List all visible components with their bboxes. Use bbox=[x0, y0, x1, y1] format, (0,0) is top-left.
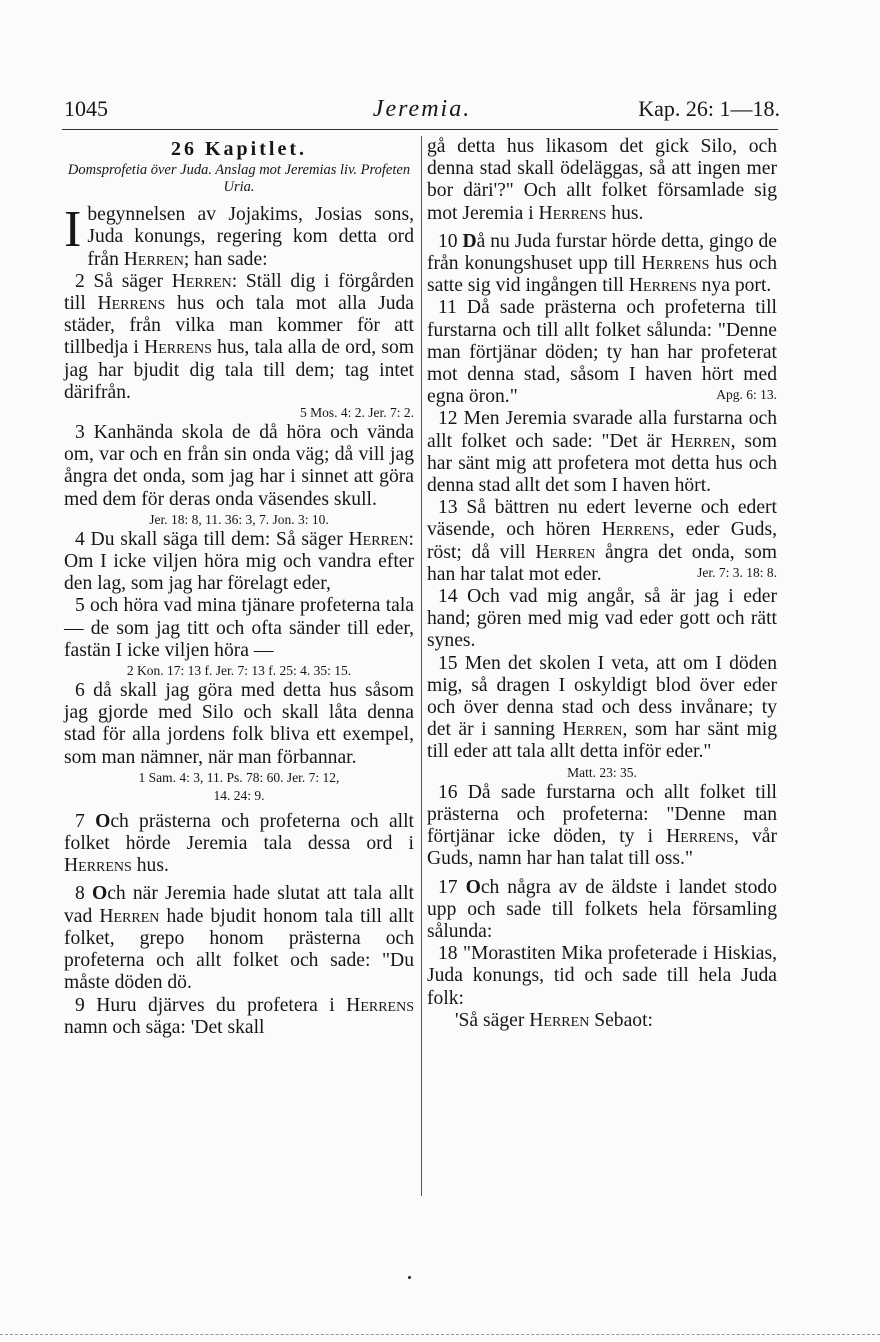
cross-reference: 14. 24: 9. bbox=[213, 787, 265, 803]
book-title: Jeremia. bbox=[372, 96, 472, 122]
column-divider bbox=[421, 136, 422, 1196]
chapter-reference: Kap. 26: 1—18. bbox=[638, 96, 780, 121]
stray-dot bbox=[408, 1276, 411, 1279]
left-column bbox=[64, 136, 414, 1039]
verse-16: 16 Då sade furstarna och allt folket till prästerna och profeterna: "Denne man förtjänar icke döden, ty i Herrens, vår Guds, namn har han talat till oss." bbox=[427, 781, 777, 870]
drop-cap: I bbox=[64, 201, 82, 259]
verse-15: 15 Men det skolen I veta, att om I döden mig, så dragen I oskyldigt blod över eder och över denna stad och dess invånare; ty det är i sanning Herren, som har sänt mig till eder att tala allt detta inför eder." bbox=[427, 652, 778, 763]
verse-5: 5 och höra vad mina tjänare profeterna tala — de som jag titt och ofta sänder till eder, fastän I icke viljen höra — bbox=[64, 595, 414, 661]
chapter-title: 26 Kapitlet. bbox=[171, 138, 307, 160]
verse-17: 17 Och några av de äldste i landet stodo upp och sade till folkets hela församling sålunda: bbox=[427, 876, 777, 942]
page-header bbox=[64, 96, 780, 130]
verse-2: 2 Så säger Herren: Ställ dig i förgården till Herrens hus och tala mot alla Juda städer, från vilka man kommer för att tillbedja i Herrens hus, tala alla de ord, som jag har bjudit dig tala till dem; tag intet därifrån. bbox=[64, 270, 415, 403]
cross-reference: Apg. 6: 13. bbox=[716, 387, 777, 403]
cross-reference: 5 Mos. 4: 2. Jer. 7: 2. bbox=[299, 405, 414, 421]
verse-4: 4 Du skall säga till dem: Så säger Herren: Om I icke viljen höra mig och vandra efter den lag, som jag har förelagt eder, bbox=[64, 528, 414, 595]
cross-reference: Jer. 7: 3. 18: 8. bbox=[697, 564, 777, 580]
scan-edge-line bbox=[0, 1334, 880, 1335]
verse-10: 10 Då nu Juda furstar hörde detta, gingo de från konungshuset upp till Herrens hus och satte sig vid ingången till Herrens nya port. bbox=[427, 230, 778, 297]
cross-reference: Matt. 23: 35. bbox=[567, 764, 637, 780]
verse-9-continued: gå detta hus likasom det gick Silo, och denna stad skall ödeläggas, så att ingen mer bor däri'?" Och allt folket församlade sig mot Jeremia i Herrens hus. bbox=[427, 136, 777, 224]
page-number: 1045 bbox=[64, 96, 108, 121]
verse-8: 8 Och när Jeremia hade slutat att tala allt vad Herren hade bjudit honom tala till allt folket, grepo honom prästerna och profeterna och allt folket och sade: "Du måste döden dö. bbox=[64, 883, 414, 994]
verse-3: 3 Kanhända skola de då höra och vända om, var och en från sin onda väg; då vill jag ångra det onda, som jag har i sinnet att göra med dem för deras onda väsendes skull. bbox=[64, 422, 414, 510]
verse-18: 18 "Morastiten Mika profeterade i Hiskias, Juda konungs, tid och sade till hela Juda folk: bbox=[427, 943, 777, 1009]
verse-12: 12 Men Jeremia svarade alla furstarna och allt folket och sade: "Det är Herren, som har sänt mig att profetera mot detta hus och denna stad allt det som I haven hört. bbox=[427, 408, 777, 497]
verse-13: 13 Så bättren nu edert leverne och edert väsende, och hören Herrens, eder Guds, röst; då vill Herren ångra det onda, som han har talat mot eder. Jer. 7: 3. 18: 8. bbox=[427, 497, 777, 585]
verse-1: Ibegynnelsen av Jojakims, Josias sons, Juda konungs, regering kom detta ord från Herren; han sade: bbox=[64, 201, 414, 270]
cross-reference: 1 Sam. 4: 3, 11. Ps. 78: 60. Jer. 7: 12, bbox=[138, 769, 340, 785]
chapter-summary: Domsprofetia över Juda. Anslag mot Jeremias liv. Profeten Uria. bbox=[67, 162, 411, 196]
verse-7: 7 Och prästerna och profeterna och allt folket hörde Jeremia tala dessa ord i Herrens hus. bbox=[64, 810, 414, 877]
verse-6: 6 då skall jag göra med detta hus såsom jag gjorde med Silo och skall låta denna stad för alla jordens folk bliva ett exempel, som man nämner, när man förbannar. bbox=[64, 680, 414, 768]
right-column bbox=[427, 136, 777, 1032]
header-rule bbox=[62, 129, 778, 130]
cross-reference: Jer. 18: 8, 11. 36: 3, 7. Jon. 3: 10. bbox=[149, 511, 329, 527]
cross-reference: 2 Kon. 17: 13 f. Jer. 7: 13 f. 25: 4. 35: 15. bbox=[126, 663, 352, 679]
verse-9: 9 Huru djärves du profetera i Herrens namn och säga: 'Det skall bbox=[64, 994, 414, 1038]
verse-18-quote: 'Så säger Herren Sebaot: bbox=[455, 1009, 653, 1031]
verse-11: 11 Då sade prästerna och profeterna till furstarna och till allt folket sålunda: "Denne man förtjänar döden; ty han har profeterat mot denna stad, såsom I haven hört med egna öron." Apg. 6: 13. bbox=[427, 297, 777, 408]
verse-14: 14 Och vad mig angår, så är jag i eder hand; gören med mig vad eder gott och rätt synes. bbox=[427, 586, 777, 652]
